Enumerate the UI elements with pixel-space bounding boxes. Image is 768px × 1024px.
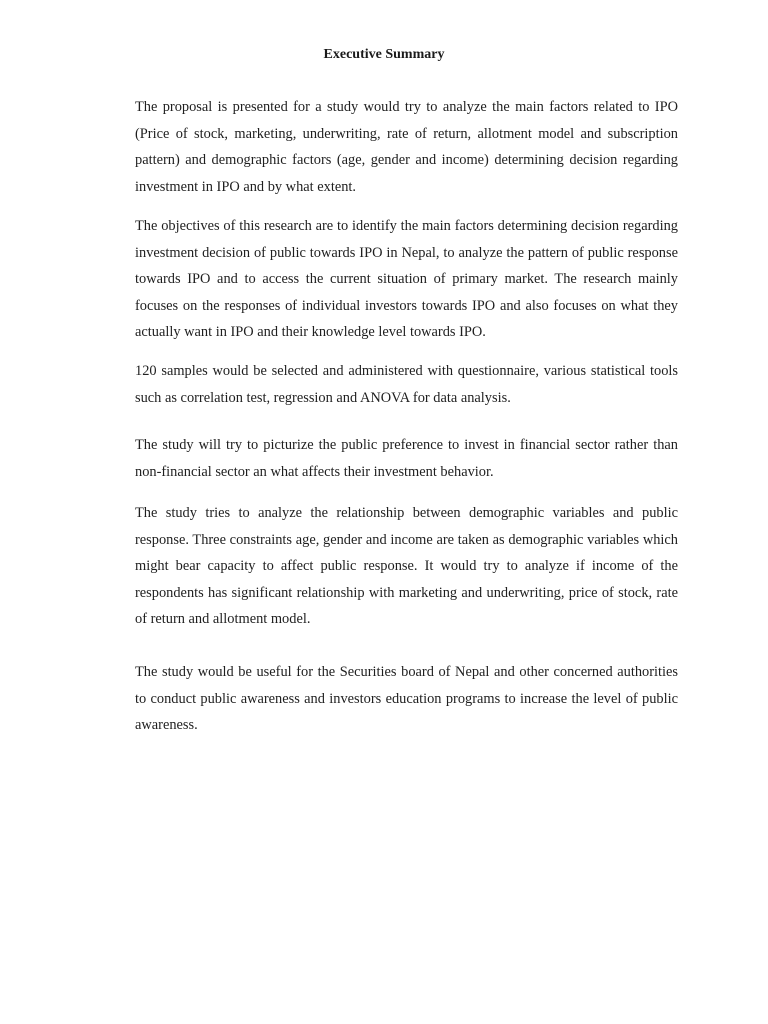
paragraph-demographics: The study tries to analyze the relationship between demographic variables and public response. Three constraints age, gender and income are taken as demographic variables which might bear capacity to affect public response. It would try to analyze if income of the respondents has significant relationship with marketing and underwriting, price of stock, rate of return and allotment model. [135, 505, 678, 627]
paragraph-preference: The study will try to picturize the public preference to invest in financial sector rather than non-financial sector an what affects their investment behavior. [135, 437, 678, 480]
paragraph-usefulness: The study would be useful for the Securities board of Nepal and other concerned authorities to conduct public awareness and investors education programs to increase the level of public awareness. [135, 664, 678, 733]
paragraph-objectives: The objectives of this research are to identify the main factors determining decision regarding investment decision of public towards IPO in Nepal, to analyze the pattern of public response towards IPO and to access the current situation of primary market. The research mainly focuses on the responses of individual investors towards IPO and also focuses on what they actually want in IPO and their knowledge level towards IPO. [135, 218, 678, 340]
paragraph-methodology: 120 samples would be selected and administered with questionnaire, various statistical tools such as correlation test, regression and ANOVA for data analysis. [135, 363, 678, 406]
paragraph-introduction: The proposal is presented for a study would try to analyze the main factors related to IPO (Price of stock, marketing, underwriting, rate of return, allotment model and subscription pattern) and demographic factors (age, gender and income) determining decision regarding investment in IPO and by what extent. [135, 99, 678, 195]
page-title: Executive Summary [323, 47, 445, 62]
